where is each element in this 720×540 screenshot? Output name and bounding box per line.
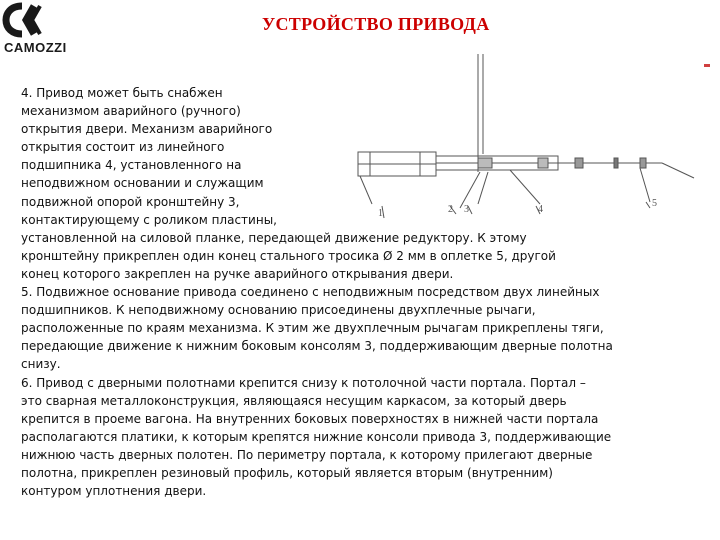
text-line: 4. Привод может быть снабжен	[21, 86, 223, 100]
logo-wordmark: CAMOZZI	[4, 40, 67, 55]
callout-5: 5	[652, 198, 657, 209]
page-title: УСТРОЙСТВО ПРИВОДА	[262, 14, 490, 34]
callout-3: 3	[464, 204, 469, 215]
callout-1: 1	[378, 208, 383, 219]
text-line: механизмом аварийного (ручного)	[21, 104, 241, 119]
text-line: крепится в проеме вагона. На внутренних боковых поверхностях в нижней части портала	[21, 411, 599, 426]
text-line: полотна, прикреплен резиновый профиль, который является вторым (внутренним)	[21, 465, 553, 480]
text-line: 5. Подвижное основание привода соединено с неподвижным посредством двух линейных	[21, 285, 600, 300]
text-line: это сварная металлоконструкция, являющаяся несущим каркасом, за который дверь	[21, 393, 567, 408]
text-line: подшипников. К неподвижному основанию присоединены двухплечные рычаги,	[21, 303, 536, 318]
camozzi-logo	[0, 0, 100, 72]
text-line: открытия состоит из линейного	[21, 140, 225, 155]
text-line: передающие движение к нижним боковым консолям 3, поддерживающим дверные полотна	[21, 339, 613, 354]
text-line: снизу.	[21, 357, 61, 372]
text-line: контуром уплотнения двери.	[21, 484, 207, 499]
callout-4: 4	[538, 204, 543, 215]
callout-2: 2	[448, 204, 453, 215]
text-line: расположенные по краям механизма. К этим же двухплечным рычагам прикреплены тяги,	[21, 321, 604, 336]
text-line: неподвижном основании и служащим	[21, 176, 264, 191]
text-line: располагаются платики, к которым крепятся нижние консоли привода 3, поддерживающие	[21, 429, 612, 444]
text-line: подшипника 4, установленного на	[21, 158, 242, 173]
text-line: подвижной опорой кронштейну 3,	[21, 194, 240, 209]
text-line: контактирующему с роликом пластины,	[21, 212, 277, 227]
text-line: конец которого закреплен на ручке аварийного открывания двери.	[21, 266, 454, 281]
camozzi-logo-mark	[0, 0, 100, 40]
body-text	[21, 84, 709, 500]
text-line: открытия двери. Механизм аварийного	[21, 122, 273, 137]
text-line: 6. Привод с дверными полотнами крепится снизу к потолочной части портала. Портал –	[21, 375, 586, 390]
text-line: нижнюю часть дверных полотен. По периметру портала, к которому прилегают дверные	[21, 447, 593, 462]
text-line: кронштейну прикреплен один конец стального тросика Ø 2 мм в оплетке 5, другой	[21, 248, 556, 263]
text-line: установленной на силовой планке, передающей движение редуктору. К этому	[21, 230, 527, 245]
